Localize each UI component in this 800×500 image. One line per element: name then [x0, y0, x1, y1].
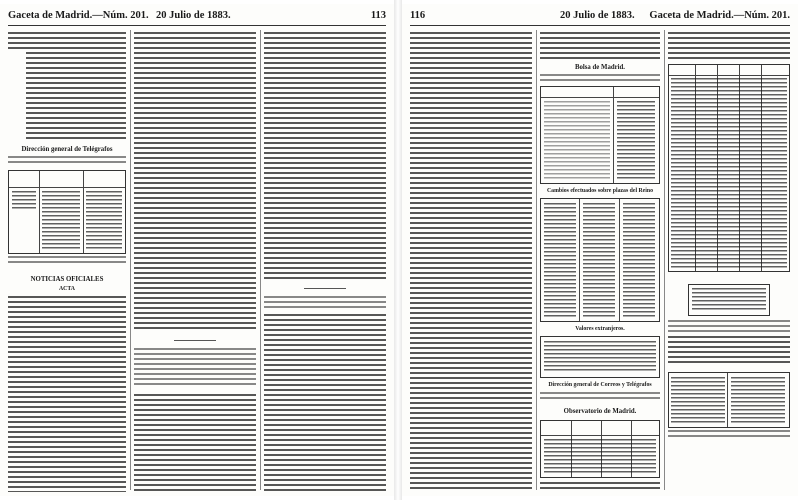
- body-text: [264, 32, 386, 282]
- left-page: [0, 4, 394, 496]
- exchange-table: [540, 198, 660, 322]
- right-column-2: [540, 30, 660, 492]
- left-page-header: [8, 10, 386, 23]
- name-list: [26, 52, 126, 142]
- right-column-1: [410, 30, 532, 492]
- column-divider: [130, 30, 131, 490]
- page-number: 116: [410, 10, 426, 21]
- text-block: [540, 392, 660, 402]
- publication-title: Gaceta de Madrid.—Núm. 201.: [649, 10, 790, 21]
- right-page-header: [410, 10, 790, 23]
- bolsa-table: [540, 86, 660, 184]
- text-block: [8, 156, 126, 166]
- page-number: 113: [370, 10, 386, 21]
- text-block: [668, 430, 790, 438]
- left-column-3: [264, 30, 386, 492]
- body-text: [264, 296, 386, 310]
- section-heading: Valores extranjeros.: [575, 326, 625, 332]
- body-text: [540, 32, 660, 60]
- section-heading: Dirección general de Correos y Telégrafos: [548, 382, 652, 388]
- page-gutter: [394, 0, 402, 500]
- summary-box: [688, 284, 770, 316]
- text-block: [8, 32, 126, 50]
- left-column-2: [134, 30, 256, 492]
- section-heading: Dirección general de Telégrafos: [21, 146, 113, 153]
- body-text: [8, 296, 126, 492]
- header-rule: [8, 25, 386, 26]
- text-block: [668, 32, 790, 60]
- body-text: [134, 394, 256, 492]
- column-divider: [536, 30, 537, 490]
- column-divider: [664, 30, 665, 490]
- column-divider: [260, 30, 261, 490]
- telegraph-table: [8, 170, 126, 254]
- observatory-table: [540, 420, 660, 478]
- subheading: ACTA: [59, 286, 75, 292]
- issue-date: 20 Julio de 1883.: [156, 10, 231, 21]
- body-text: [134, 32, 256, 332]
- right-column-3: [668, 30, 790, 492]
- section-heading: Observatorio de Madrid.: [563, 408, 637, 415]
- body-text: [668, 336, 790, 366]
- prices-table: [668, 372, 790, 428]
- left-column-1: [8, 30, 126, 492]
- issue-date: 20 Julio de 1883.: [560, 10, 635, 21]
- meteorological-table: [668, 64, 790, 272]
- text-block: [540, 74, 660, 82]
- section-heading: Cambios efectuados sobre plazas del Reino: [546, 188, 653, 194]
- header-rule: [410, 25, 790, 26]
- text-block: [668, 320, 790, 332]
- text-block: [8, 256, 126, 266]
- body-text: [410, 32, 532, 492]
- publication-title: Gaceta de Madrid.—Núm. 201.: [8, 10, 149, 21]
- body-text: [264, 314, 386, 492]
- body-text: [134, 348, 256, 388]
- section-heading: NOTICIAS OFICIALES: [30, 276, 104, 283]
- right-page: [402, 4, 798, 496]
- foreign-values-table: [540, 336, 660, 378]
- body-text: [540, 482, 660, 492]
- section-heading: Bolsa de Madrid.: [574, 64, 626, 71]
